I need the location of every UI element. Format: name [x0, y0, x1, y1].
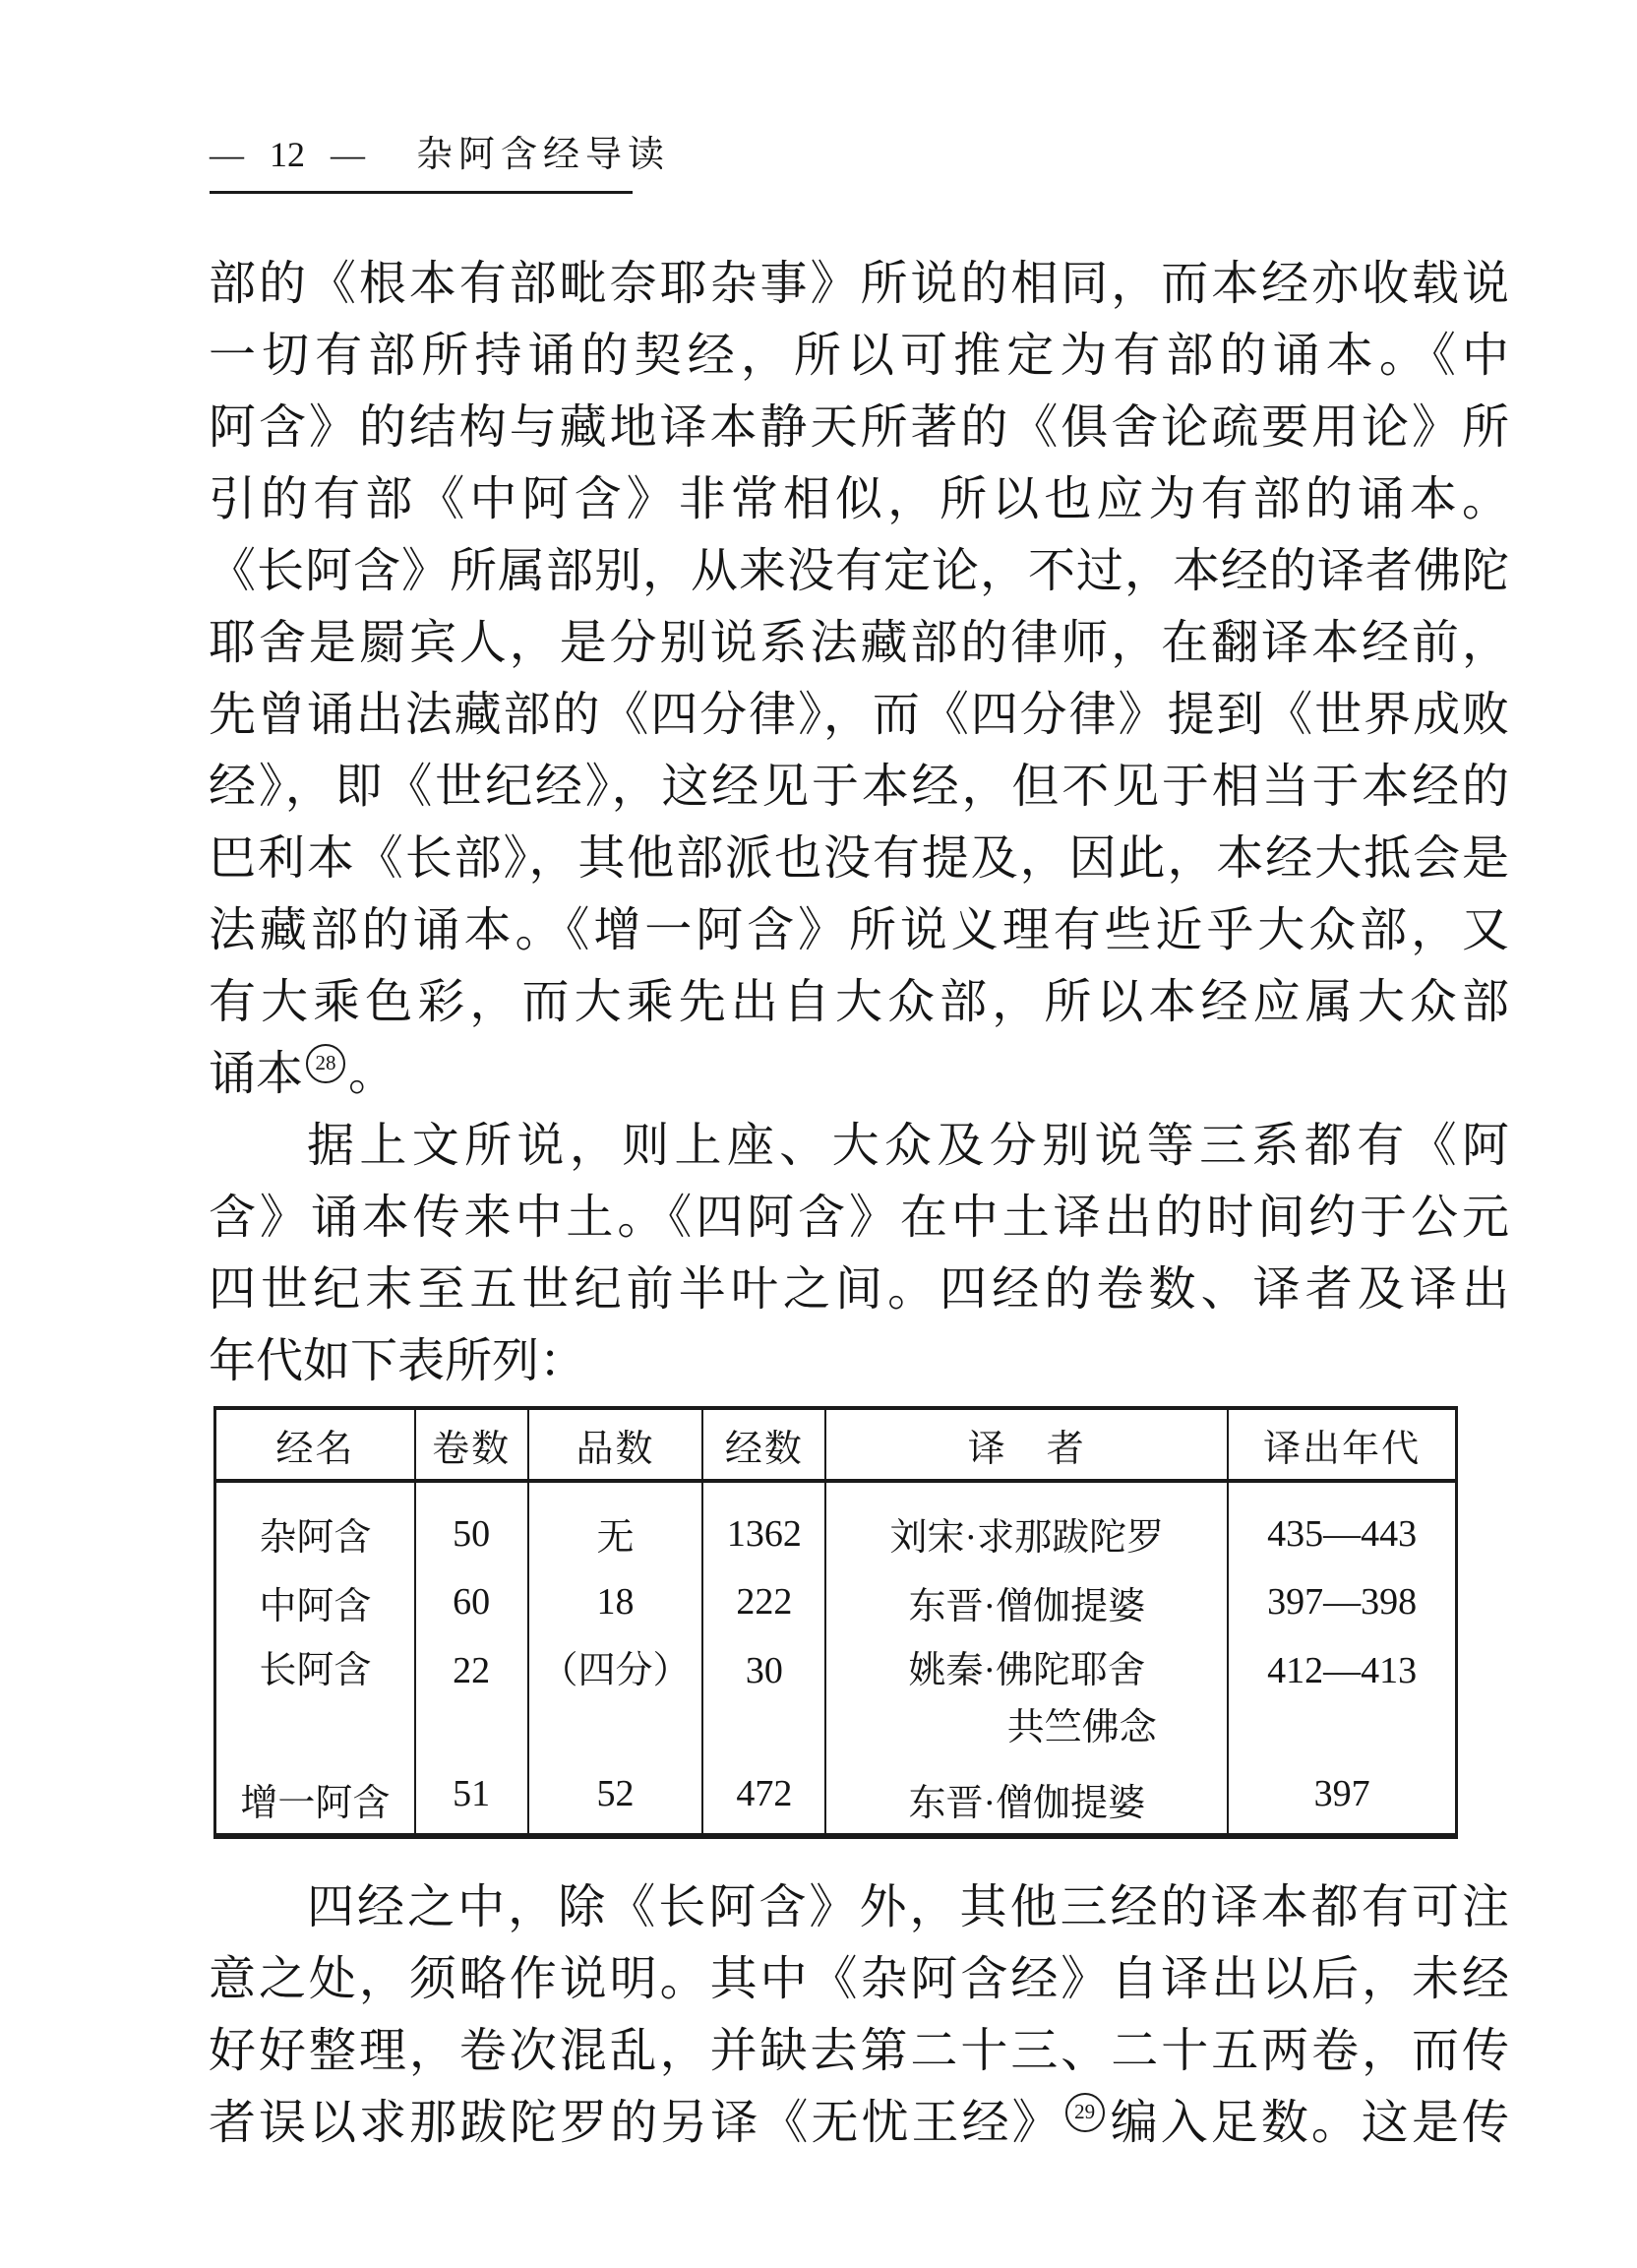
- cell-volumes: 60: [415, 1571, 528, 1632]
- translator-line2: 共竺佛念: [1006, 1707, 1157, 1748]
- text-line: 一切有部所持诵的契经，所以可推定为有部的诵本。《中: [209, 330, 1509, 382]
- text-line: 巴利本《长部》，其他部派也没有提及，因此，本经大抵会是: [209, 832, 1509, 885]
- text-line: 有大乘色彩，而大乘先出自大众部，所以本经应属大众部: [209, 976, 1509, 1028]
- cell-sutra-count: 472: [702, 1758, 825, 1836]
- cell-translator: 刘宋·求那跋陀罗: [825, 1481, 1228, 1571]
- table-row: [215, 1571, 1457, 1632]
- page-number: 12: [270, 135, 305, 174]
- text-line: 引的有部《中阿含》非常相似，所以也应为有部的诵本。: [209, 473, 1509, 525]
- cell-sutra-count: 30: [702, 1632, 825, 1758]
- cell-chapters: 52: [528, 1758, 703, 1836]
- text-line: 先曾诵出法藏部的《四分律》，而《四分律》提到《世界成败: [209, 689, 1509, 741]
- text-segment: 者误以求那跋陀罗的另译《无忧王经》: [209, 2097, 1062, 2149]
- footnote-marker-28: 28: [306, 1044, 345, 1083]
- text-line: 据上文所说，则上座、大众及分别说等三系都有《阿: [307, 1120, 1509, 1172]
- body-text-lower: [209, 1871, 1509, 2159]
- cell-chapters: 18: [528, 1571, 703, 1632]
- cell-years: 435—443: [1228, 1481, 1456, 1571]
- book-title: 杂阿含经导读: [416, 135, 670, 175]
- table-header-row: [215, 1408, 1457, 1481]
- text-line: 四经之中，除《长阿含》外，其他三经的译本都有可注: [307, 1881, 1509, 1933]
- header-dash-left: —: [210, 136, 244, 174]
- cell-years: 397: [1228, 1758, 1456, 1836]
- cell-sutra-count: 222: [702, 1571, 825, 1632]
- text-segment: 编入足数。这是传: [1107, 2097, 1509, 2149]
- col-header-volumes: 卷数: [415, 1408, 528, 1481]
- text-segment: 。: [348, 1048, 396, 1100]
- text-line: 法藏部的诵本。《增一阿含》所说义理有些近乎大众部，又: [209, 904, 1509, 956]
- cell-volumes: 50: [415, 1481, 528, 1571]
- cell-volumes: 22: [415, 1632, 528, 1758]
- cell-chapters: （四分）: [528, 1632, 703, 1758]
- text-line: 《长阿含》所属部别，从来没有定论，不过，本经的译者佛陀: [209, 545, 1509, 597]
- table-row: [215, 1481, 1457, 1571]
- table-row: [215, 1758, 1457, 1836]
- page-header: [210, 124, 670, 194]
- col-header-sutra-name: 经名: [215, 1408, 415, 1481]
- text-line: 含》诵本传来中土。《四阿含》在中土译出的时间约于公元: [209, 1192, 1509, 1244]
- text-line: 部的《根本有部毗奈耶杂事》所说的相同，而本经亦收载说: [209, 258, 1509, 310]
- col-header-chapters: 品数: [528, 1408, 703, 1481]
- text-line: 意之处，须略作说明。其中《杂阿含经》自译出以后，未经: [209, 1953, 1509, 2005]
- body-text-upper: [209, 248, 1509, 1397]
- col-header-years: 译出年代: [1228, 1408, 1456, 1481]
- text-segment: 诵本: [209, 1048, 304, 1100]
- agama-table: [213, 1406, 1458, 1839]
- text-line: 好好整理，卷次混乱，并缺去第二十三、二十五两卷，而传: [209, 2025, 1509, 2077]
- cell-sutra-name: 长阿含: [259, 1650, 372, 1691]
- footnote-marker-29: 29: [1065, 2093, 1105, 2132]
- text-line-with-footnote: [209, 2087, 1509, 2159]
- cell-volumes: 51: [415, 1758, 528, 1836]
- cell-sutra-count: 1362: [702, 1481, 825, 1571]
- cell-years: 412—413: [1228, 1632, 1456, 1758]
- cell-chapters: 无: [528, 1481, 703, 1571]
- col-header-translator: 译 者: [825, 1408, 1228, 1481]
- cell-translator: 东晋·僧伽提婆: [825, 1571, 1228, 1632]
- cell-years: 397—398: [1228, 1571, 1456, 1632]
- text-line: 经》，即《世纪经》，这经见于本经，但不见于相当于本经的: [209, 761, 1509, 813]
- col-header-sutra-count: 经数: [702, 1408, 825, 1481]
- translator-line1: 姚秦·佛陀耶舍: [908, 1650, 1146, 1691]
- cell-sutra-name: 中阿含: [259, 1585, 372, 1627]
- cell-sutra-name: 杂阿含: [259, 1517, 372, 1559]
- header-dash-right: —: [331, 136, 365, 174]
- text-line: 四世纪末至五世纪前半叶之间。四经的卷数、译者及译出: [209, 1263, 1509, 1316]
- cell-translator: [825, 1632, 1228, 1758]
- cell-translator: 东晋·僧伽提婆: [825, 1758, 1228, 1836]
- cell-sutra-name: 增一阿含: [240, 1783, 391, 1824]
- text-line: 耶舍是罽宾人，是分别说系法藏部的律师，在翻译本经前，: [209, 617, 1509, 669]
- text-line: 阿含》的结构与藏地译本静天所著的《俱舍论疏要用论》所: [209, 401, 1509, 454]
- table-row: [215, 1632, 1457, 1758]
- text-line-with-footnote: [209, 1038, 1509, 1110]
- text-line: 年代如下表所列：: [209, 1335, 587, 1387]
